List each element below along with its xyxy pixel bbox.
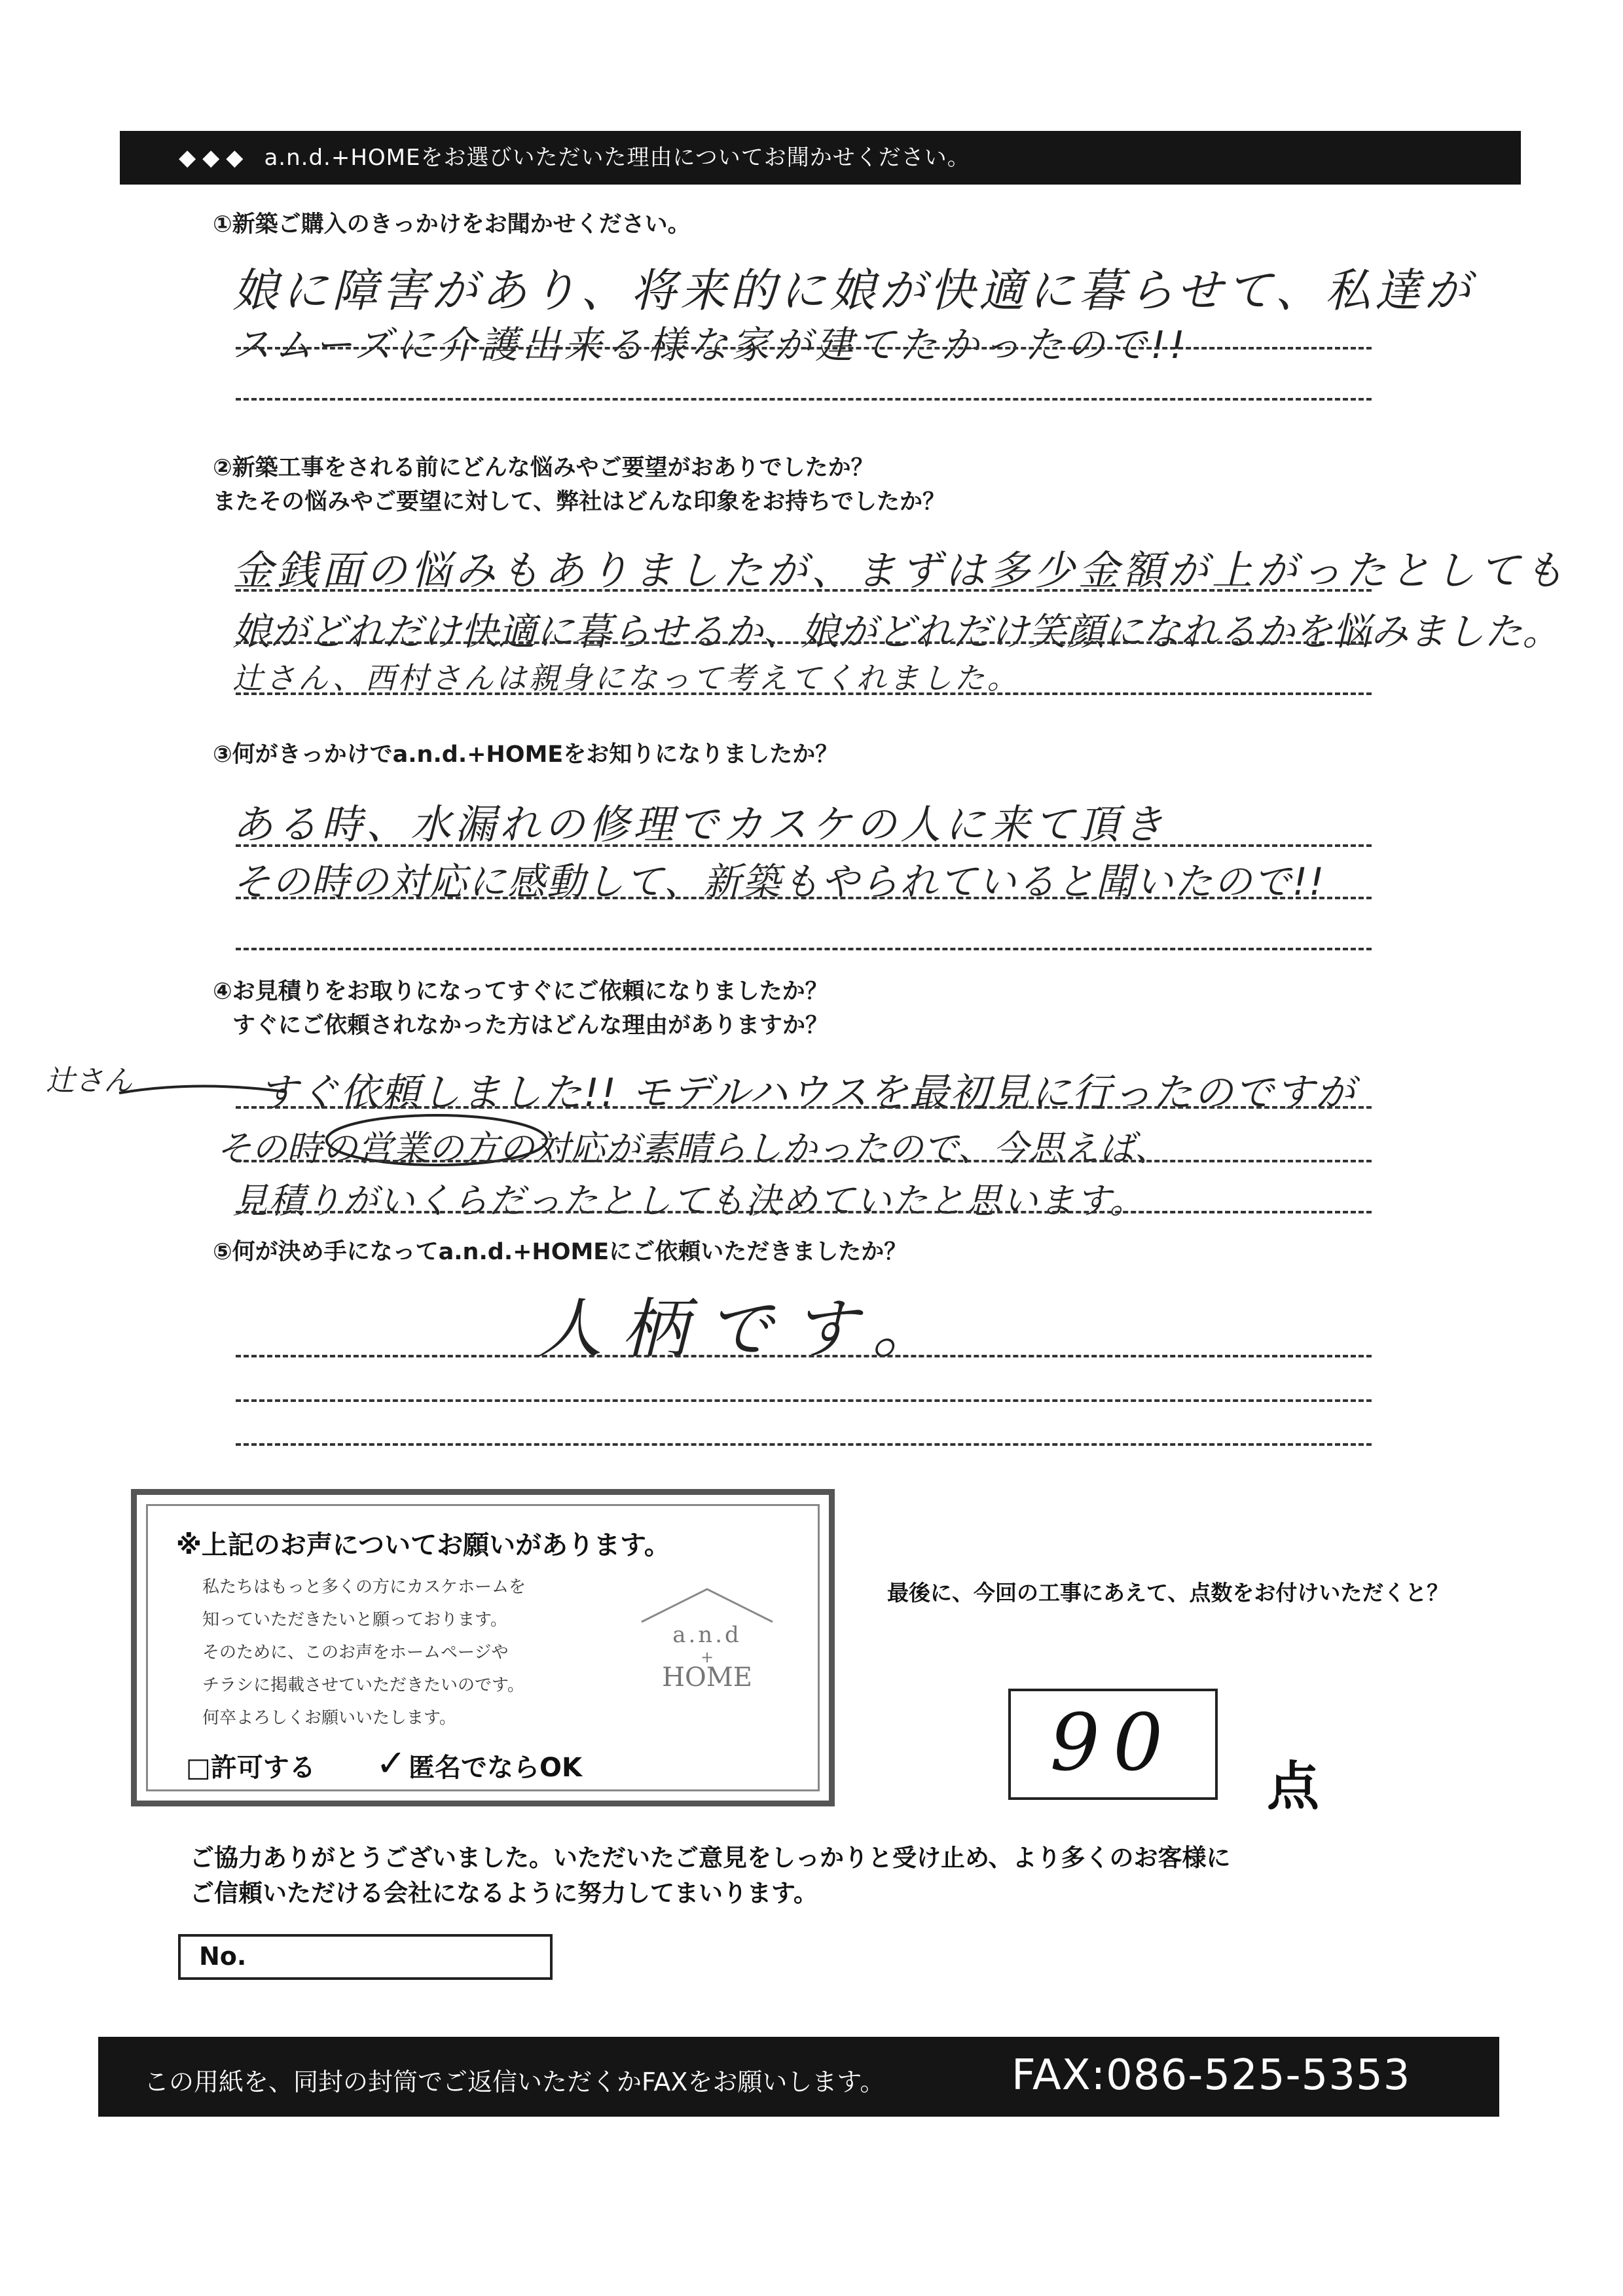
permit-checkbox[interactable]: □許可する <box>186 1753 316 1783</box>
consent-notice-title: ※上記のお声についてお願いがあります。 <box>176 1530 670 1560</box>
score-box[interactable]: 90 <box>1008 1689 1218 1800</box>
question-3: ③何がきっかけでa.n.d.+HOMEをお知りになりましたか？ <box>213 742 839 768</box>
answer-1-line-1: 娘に障害があり、将来的に娘が快適に暮らせて、私達が <box>232 264 1474 317</box>
answer-2-line-3: 辻さん、西村さんは親身になって考えてくれました。 <box>232 660 1020 696</box>
question-2-line-1: ②新築工事をされる前にどんな悩みやご要望がおありでしたか？ <box>213 455 874 481</box>
answer-4-line-2: その時の営業の方の対応が素晴らしかったので、今思えば、 <box>216 1128 1170 1169</box>
house-roof-icon <box>629 1584 786 1623</box>
consent-notice-body-line: チラシに掲載させていただきたいのです。 <box>202 1676 524 1695</box>
consent-notice-body-line: 知っていただきたいと願っております。 <box>202 1610 507 1630</box>
margin-note-tsuji: 辻さん <box>46 1064 132 1098</box>
answer-4-line-1: すぐ依頼しました!! モデルハウスを最初見に行ったのですが <box>259 1070 1357 1116</box>
answer-line <box>236 844 1372 847</box>
answer-1-line-2: スムーズに介護出来る様な家が建てたかったので!! <box>232 323 1189 367</box>
answer-2-line-1: 金銭面の悩みもありましたが、まずは多少金額が上がったとしても <box>232 547 1569 594</box>
answer-line <box>236 897 1372 899</box>
answer-line <box>236 1211 1372 1213</box>
anonymous-ok-option[interactable]: 匿名でならOK <box>409 1753 582 1783</box>
answer-line <box>236 948 1372 950</box>
thanks-line-2: ご信頼いただける会社になるように努力してまいります。 <box>190 1879 818 1907</box>
answer-line <box>236 589 1372 592</box>
logo-text-and: a.n.d <box>672 1622 742 1648</box>
answer-5: 人柄です。 <box>537 1291 957 1367</box>
and-home-logo <box>629 1584 786 1702</box>
question-4-line-1: ④お見積りをお取りになってすぐにご依頼になりましたか？ <box>213 978 828 1005</box>
answer-line <box>236 1443 1372 1446</box>
answer-2-line-2: 娘がどれだけ快適に暮らせるか、娘がどれだけ笑顔になれるかを悩みました。 <box>232 609 1561 654</box>
survey-header-bar <box>120 131 1521 185</box>
score-question: 最後に、今回の工事にあえて、点数をお付けいただくと？ <box>887 1580 1449 1605</box>
thanks-line-1: ご協力ありがとうございました。いただいたご意見をしっかりと受け止め、より多くのお客様に <box>190 1844 1231 1872</box>
check-mark-icon: ✓ <box>376 1742 407 1785</box>
footer-instruction: この用紙を、同封の封筒でご返信いただくかFAXをお願いします。 <box>144 2068 885 2096</box>
survey-header-text: a.n.d.+HOMEをお選びいただいた理由についてお聞かせください。 <box>264 145 970 171</box>
logo-text-home: HOME <box>662 1662 752 1693</box>
question-1: ①新築ご購入のきっかけをお聞かせください。 <box>213 211 691 238</box>
answer-line <box>236 692 1372 695</box>
answer-line <box>236 1160 1372 1162</box>
answer-line <box>236 1106 1372 1109</box>
answer-3-line-2: その時の対応に感動して、新築もやられていると聞いたので!! <box>232 859 1326 904</box>
consent-notice-body-line: 何卒よろしくお願いいたします。 <box>202 1708 456 1728</box>
logo-text-plus: + <box>700 1648 714 1666</box>
answer-line <box>236 347 1372 350</box>
fax-number: FAX:086-525-5353 <box>1012 2051 1411 2100</box>
answer-3-line-1: ある時、水漏れの修理でカスケの人に来て頂き <box>232 800 1168 848</box>
footer-bar <box>98 2037 1499 2117</box>
answer-line <box>236 1355 1372 1357</box>
number-label: No. <box>199 1942 247 1971</box>
question-4-line-2: すぐにご依頼されなかった方はどんな理由がありますか？ <box>232 1013 829 1039</box>
number-field[interactable] <box>178 1934 553 1980</box>
score-unit: 点 <box>1267 1756 1319 1817</box>
consent-notice-body-line: そのために、このお声をホームページや <box>202 1643 509 1662</box>
question-5: ⑤何が決め手になってa.n.d.+HOMEにご依頼いただきましたか？ <box>213 1239 907 1265</box>
answer-line <box>236 398 1372 401</box>
question-2-line-2: またその悩みやご要望に対して、弊社はどんな印象をお持ちでしたか？ <box>213 489 945 515</box>
answer-line <box>236 1399 1372 1402</box>
answer-line <box>236 641 1372 644</box>
diamond-bullets: ◆◆◆ <box>179 145 250 171</box>
answer-4-line-3: 見積りがいくらだったとしても決めていたと思います。 <box>232 1180 1146 1221</box>
consent-notice-body-line: 私たちはもっと多くの方にカスケホームを <box>202 1577 526 1597</box>
